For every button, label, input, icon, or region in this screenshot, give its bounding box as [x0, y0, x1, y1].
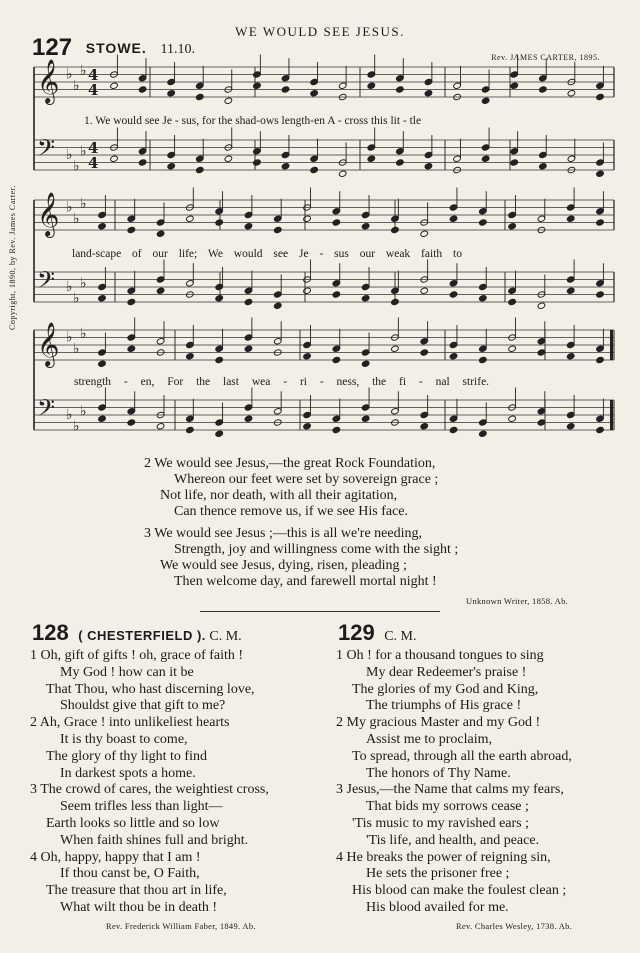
- final-bar: [610, 400, 613, 430]
- hymn-129-number: 129: [338, 620, 375, 645]
- note-head: [596, 356, 605, 363]
- note-head: [303, 423, 312, 430]
- verse-line: The glory of thy light to find: [46, 748, 207, 764]
- verse-line: 4 He breaks the power of reigning sin,: [336, 849, 551, 865]
- verse-line: 4 Oh, happy, happy that I am !: [30, 849, 201, 865]
- note-head: [332, 291, 341, 298]
- note-head: [479, 430, 488, 437]
- bass-clef-icon: 𝄢: [37, 394, 56, 427]
- note-head: [424, 163, 433, 170]
- note-head: [367, 155, 376, 162]
- hymn-128-text: [30, 648, 269, 917]
- hymn-127-author: Unknown Writer, 1858. Ab.: [466, 596, 569, 606]
- note-head: [303, 215, 312, 222]
- note-head: [127, 345, 136, 352]
- note-head: [195, 93, 204, 100]
- note-head: [396, 86, 405, 93]
- note-head: [479, 295, 488, 302]
- note-head: [566, 215, 575, 222]
- verse-line: 1 Oh, gift of gifts ! oh, grace of faith !: [30, 648, 244, 663]
- flat-icon: ♭: [66, 407, 73, 423]
- note-head: [186, 426, 195, 433]
- verse-line: Strength, joy and willingness come with the sight ;: [174, 542, 459, 557]
- note-head: [481, 97, 490, 104]
- note-head: [253, 159, 262, 166]
- note-head: [537, 349, 546, 356]
- note-head: [156, 287, 165, 294]
- flat-icon: ♭: [66, 199, 73, 216]
- note-head: [596, 426, 605, 433]
- flat-icon: ♭: [73, 158, 80, 175]
- flat-icon: ♭: [80, 403, 87, 420]
- note-head: [127, 226, 136, 233]
- system-3-lyrics: strength - en, For the last wea - ri - ness, the fi - nal strife.: [74, 376, 490, 388]
- verse-line: We would see Jesus, dying, risen, pleading ;: [160, 558, 407, 573]
- verse-line: 2 Ah, Grace ! into unlikeliest hearts: [30, 715, 230, 731]
- flat-icon: ♭: [66, 279, 73, 295]
- note-head: [449, 353, 458, 360]
- verse-line: Assist me to proclaim,: [366, 731, 492, 747]
- hymn-129-header: [338, 620, 417, 646]
- verse-line: The honors of Thy Name.: [366, 765, 511, 781]
- hymn-128-header: [32, 620, 242, 646]
- note-head: [539, 86, 548, 93]
- verse-line: My dear Redeemer's praise !: [366, 664, 527, 680]
- system-1-lyrics: 1. We would see Je - sus, for the shad-ows length-en A - cross this lit - tle: [84, 115, 422, 127]
- note-head: [167, 163, 176, 170]
- flat-icon: ♭: [73, 340, 80, 357]
- note-head: [195, 166, 204, 173]
- verse-line: Then welcome day, and farewell mortal night !: [174, 574, 437, 589]
- note-head: [508, 298, 517, 305]
- note-head: [281, 86, 290, 93]
- note-head: [156, 230, 165, 237]
- note-head: [138, 159, 147, 166]
- note-head: [566, 423, 575, 430]
- verse-line: That bids my sorrows cease ;: [366, 799, 529, 815]
- verse-line: Seem trifles less than light—: [60, 799, 223, 815]
- note-head: [244, 345, 253, 352]
- verse-line: Can thence remove us, if we see His face.: [174, 504, 409, 519]
- note-head: [156, 423, 165, 430]
- note-head: [98, 360, 107, 367]
- verse-line: If thou canst be, O Faith,: [60, 866, 200, 882]
- note-head: [449, 291, 458, 298]
- note-head: [566, 287, 575, 294]
- note-head: [303, 287, 312, 294]
- note-head: [303, 353, 312, 360]
- verse-line: 'Tis life, and health, and peace.: [366, 832, 540, 848]
- note-head: [224, 155, 233, 162]
- time-signature: 4: [88, 154, 99, 172]
- hymn-129-text: [336, 648, 572, 917]
- system-2-lyrics: land-scape of our life; We would see Je - sus our weak faith to: [72, 248, 462, 260]
- note-head: [420, 423, 429, 430]
- note-head: [98, 295, 107, 302]
- verse-line: That Thou, who hast discerning love,: [46, 681, 255, 697]
- note-head: [391, 345, 400, 352]
- note-head: [186, 215, 195, 222]
- note-head: [244, 223, 253, 230]
- note-head: [332, 426, 341, 433]
- flat-icon: ♭: [73, 418, 80, 435]
- note-head: [361, 295, 370, 302]
- note-head: [508, 345, 517, 352]
- note-head: [281, 163, 290, 170]
- note-head: [596, 93, 605, 100]
- verse-line: The glories of my God and King,: [352, 681, 539, 697]
- verse-line: To spread, through all the earth abroad,: [352, 748, 572, 764]
- note-head: [215, 219, 224, 226]
- note-head: [596, 170, 605, 177]
- note-head: [215, 430, 224, 437]
- note-head: [537, 419, 546, 426]
- note-head: [510, 82, 519, 89]
- verse-line: Not life, nor death, with all their agitation,: [160, 488, 398, 503]
- note-head: [479, 219, 488, 226]
- hymn-127-copyright: Copyright, 1890, by Rev. James Carter.: [8, 185, 17, 330]
- verse-line: 3 We would see Jesus ;—this is all we're needing,: [144, 526, 422, 541]
- note-head: [396, 159, 405, 166]
- note-head: [391, 226, 400, 233]
- note-head: [420, 230, 429, 237]
- note-head: [127, 298, 136, 305]
- note-head: [332, 356, 341, 363]
- note-head: [338, 170, 347, 177]
- treble-clef-icon: 𝄞: [37, 59, 60, 103]
- note-head: [215, 295, 224, 302]
- note-head: [332, 219, 341, 226]
- note-head: [138, 86, 147, 93]
- hymn-127-verse-3: [144, 526, 458, 590]
- note-head: [244, 298, 253, 305]
- verse-line: 3 The crowd of cares, the weightiest cross,: [30, 782, 269, 798]
- treble-clef-icon: 𝄞: [37, 192, 60, 236]
- note-head: [567, 90, 576, 97]
- note-head: [537, 302, 546, 309]
- final-bar: [610, 330, 613, 360]
- note-head: [508, 415, 517, 422]
- verse-line: The triumphs of His grace !: [366, 698, 522, 714]
- note-head: [98, 223, 107, 230]
- hymn-127-number: 127: [32, 34, 73, 61]
- note-head: [449, 426, 458, 433]
- note-head: [224, 97, 233, 104]
- note-head: [167, 90, 176, 97]
- bass-clef-icon: 𝄢: [37, 134, 56, 167]
- note-head: [361, 415, 370, 422]
- note-head: [244, 415, 253, 422]
- note-head: [481, 155, 490, 162]
- verse-line: Shouldst give that gift to me?: [60, 698, 226, 714]
- flat-icon: ♭: [73, 210, 80, 227]
- time-signature: 4: [88, 81, 99, 99]
- note-head: [310, 90, 319, 97]
- hymn-127-composer: Rev. JAMES CARTER, 1895.: [491, 53, 600, 62]
- time-signature: 4: [88, 66, 99, 84]
- hymn-127-verse-2: [144, 456, 438, 520]
- note-head: [361, 223, 370, 230]
- hymn-129-author: Rev. Charles Wesley, 1738. Ab.: [456, 921, 573, 931]
- note-head: [367, 82, 376, 89]
- note-head: [449, 215, 458, 222]
- verse-line: 2 My gracious Master and my God !: [336, 715, 541, 731]
- note-head: [539, 163, 548, 170]
- bass-clef-icon: 𝄢: [37, 266, 56, 299]
- hymn-127-tune: STOWE.: [85, 40, 147, 56]
- verse-line: His blood can make the foulest clean ;: [352, 883, 567, 899]
- note-head: [566, 353, 575, 360]
- flat-icon: ♭: [66, 66, 73, 83]
- verse-line: The treasure that thou art in life,: [46, 883, 227, 899]
- hymn-128-meter: C. M.: [209, 629, 242, 644]
- note-head: [310, 166, 319, 173]
- verse-line: 1 Oh ! for a thousand tongues to sing: [336, 648, 544, 663]
- verse-line: My God ! how can it be: [60, 664, 194, 680]
- note-head: [215, 356, 224, 363]
- verse-line: Whereon our feet were set by sovereign grace ;: [174, 472, 439, 487]
- verse-line: He sets the prisoner free ;: [366, 866, 510, 882]
- verse-line: In darkest spots a home.: [60, 765, 196, 781]
- flat-icon: ♭: [66, 147, 73, 163]
- verse-line: It is thy boast to come,: [60, 731, 188, 747]
- flat-icon: ♭: [80, 143, 87, 160]
- note-head: [596, 219, 605, 226]
- note-head: [253, 82, 262, 89]
- note-head: [479, 356, 488, 363]
- note-head: [391, 298, 400, 305]
- note-head: [98, 415, 107, 422]
- time-signature: 4: [88, 139, 99, 157]
- flat-icon: ♭: [73, 290, 80, 307]
- note-head: [420, 287, 429, 294]
- note-head: [186, 353, 195, 360]
- hymn-128-author: Rev. Frederick William Faber, 1849. Ab.: [106, 921, 256, 931]
- verse-line: Earth looks so little and so low: [46, 815, 220, 831]
- verse-line: 2 We would see Jesus,—the great Rock Foundation,: [144, 456, 436, 471]
- note-head: [127, 419, 136, 426]
- flat-icon: ♭: [66, 329, 73, 346]
- verse-line: What wilt thou be in death !: [60, 899, 218, 915]
- hymn-127-meter: 11.10.: [160, 42, 195, 57]
- note-head: [273, 226, 282, 233]
- note-head: [596, 291, 605, 298]
- note-head: [508, 223, 517, 230]
- hymn-128-number: 128: [32, 620, 69, 645]
- verse-line: His blood availed for me.: [366, 899, 509, 915]
- verse-line: 'Tis music to my ravished ears ;: [352, 815, 529, 831]
- section-divider: [200, 611, 440, 612]
- flat-icon: ♭: [80, 325, 87, 342]
- flat-icon: ♭: [73, 77, 80, 94]
- treble-clef-icon: 𝄞: [37, 322, 60, 366]
- note-head: [273, 302, 282, 309]
- flat-icon: ♭: [80, 62, 87, 79]
- note-head: [110, 82, 119, 89]
- hymn-129-meter: C. M.: [384, 629, 417, 644]
- verse-line: 3 Jesus,—the Name that calms my fears,: [336, 782, 564, 798]
- note-head: [510, 159, 519, 166]
- flat-icon: ♭: [80, 275, 87, 292]
- hymn-128-tune: ( CHESTERFIELD ).: [78, 628, 206, 643]
- note-head: [420, 349, 429, 356]
- flat-icon: ♭: [80, 195, 87, 212]
- note-head: [424, 90, 433, 97]
- note-head: [361, 360, 370, 367]
- note-head: [110, 155, 119, 162]
- running-title: WE WOULD SEE JESUS.: [235, 24, 405, 39]
- verse-line: When faith shines full and bright.: [60, 832, 249, 848]
